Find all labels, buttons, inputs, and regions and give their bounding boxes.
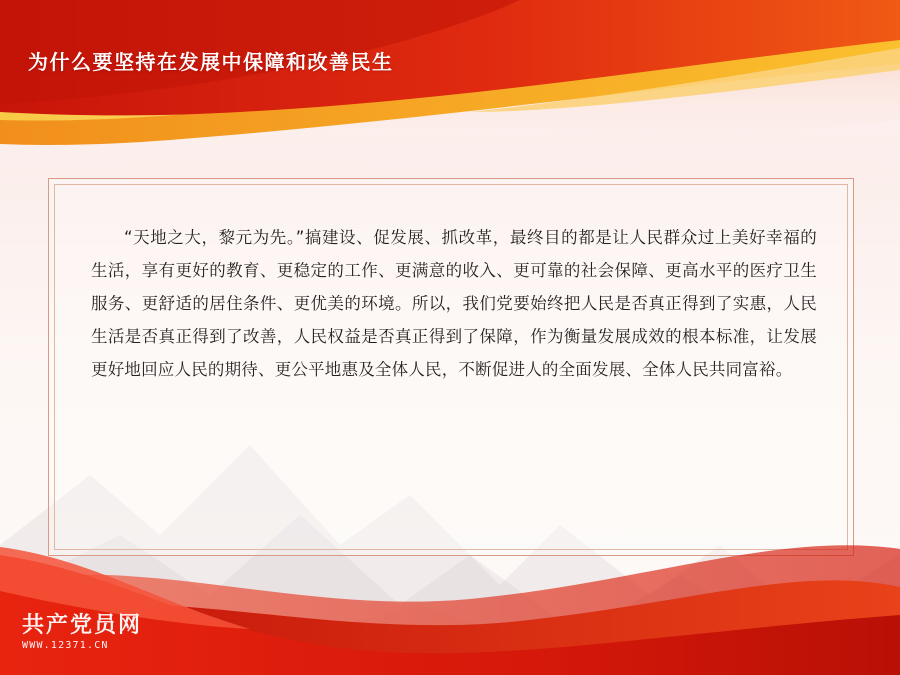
watermark-url: WWW.12371.CN bbox=[22, 640, 109, 651]
watermark-site-name: 共产党员网 bbox=[22, 611, 143, 638]
page-title: 为什么要坚持在发展中保障和改善民生 bbox=[28, 50, 394, 74]
header-banner-graphic bbox=[0, 0, 900, 150]
watermark-logo bbox=[22, 611, 143, 651]
content-paragraph: “天地之大，黎元为先。”搞建设、促发展、抓改革，最终目的都是让人民群众过上美好幸福的生活，享有更好的教育、更稳定的工作、更满意的收入、更可靠的社会保障、更高水平的医疗卫生服务、更舒适的居住条件、更优美的环境。所以，我们党要始终把人民是否真正得到了实惠，人民生活是否真正得到了改善，人民权益是否真正得到了保障，作为衡量发展成效的根本标准，让发展更好地回应人民的期待、更公平地惠及全体人民，不断促进人的全面发展、全体人民共同富裕。 bbox=[91, 228, 817, 379]
content-body bbox=[91, 221, 817, 386]
